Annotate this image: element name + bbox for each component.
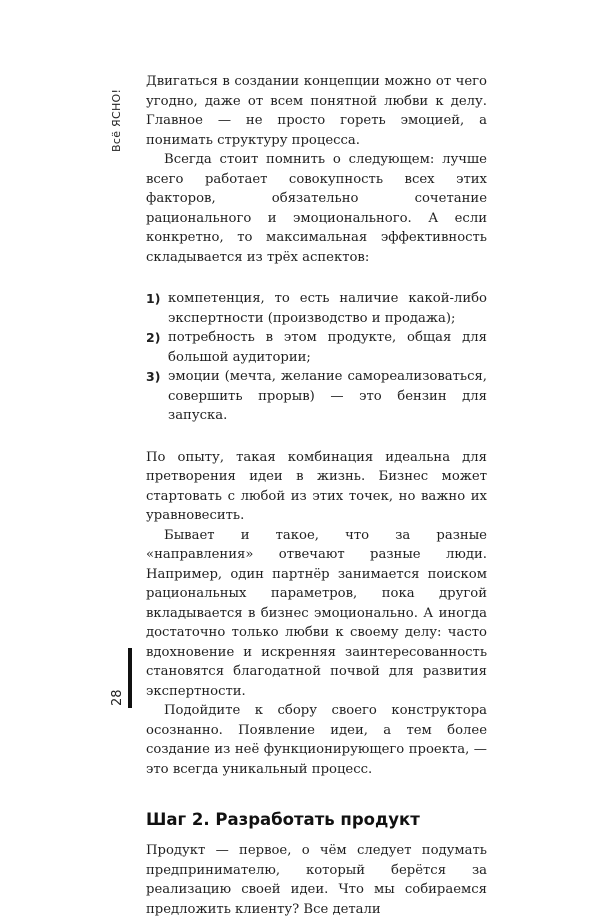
list-item-text: компетенция, то есть наличие какой-либо экспертности (производство и продажа); — [168, 291, 487, 326]
paragraph: Бывает и такое, что за разные «направления» отвечают разные люди. Например, один партнёр занимается поиском рациональных параметров, пока другой вкладывается в бизнес эмоционально. А иногда достаточно только любви к своему делу: часто вдохновение и искренняя заинтересованность становятся благодатной почвой для развития экспертности. — [146, 527, 487, 699]
section-heading: Шаг 2. Разработать продукт — [146, 810, 420, 829]
running-head-text: Всё ЯСНО! — [110, 88, 123, 152]
paragraph: Двигаться в создании концепции можно от чего угодно, даже от всем понятной любви к делу. Главное — не просто гореть эмоцией, а понимать структуру процесса. — [146, 74, 487, 148]
page-number-bar — [128, 648, 132, 708]
paragraph: По опыту, такая комбинация идеальна для претворения идеи в жизнь. Бизнес может стартовать с любой из этих точек, но важно их уравновесить. — [146, 449, 487, 523]
running-head — [110, 72, 122, 152]
page-body — [146, 72, 487, 919]
paragraph: Продукт — первое, о чём следует подумать предпринимателю, который берётся за реализацию своей идеи. Что мы собираемся предложить клиенту? Все детали — [146, 843, 487, 917]
page-number — [110, 686, 125, 706]
list-item — [146, 328, 487, 367]
list-item — [146, 367, 487, 426]
list-item-number: 2) — [146, 330, 161, 345]
paragraph: Подойдите к сбору своего конструктора осознанно. Появление идеи, а тем более создание из неё функционирующего проекта, — это всегда уникальный процесс. — [146, 703, 487, 777]
list-item — [146, 289, 487, 328]
list-item-text: потребность в этом продукте, общая для большой аудитории; — [168, 330, 487, 365]
list-item-number: 1) — [146, 291, 161, 306]
page-number-text: 28 — [110, 689, 125, 706]
list-item-text: эмоции (мечта, желание самореализоваться, совершить прорыв) — это бензин для запуска. — [168, 369, 487, 423]
paragraph: Всегда стоит помнить о следующем: лучше всего работает совокупность всех этих факторов, обязательно сочетание рационального и эмоционального. А если конкретно, то максимальная эффективность складывается из трёх аспектов: — [146, 152, 487, 265]
aspects-list — [146, 289, 487, 426]
list-item-number: 3) — [146, 369, 161, 384]
